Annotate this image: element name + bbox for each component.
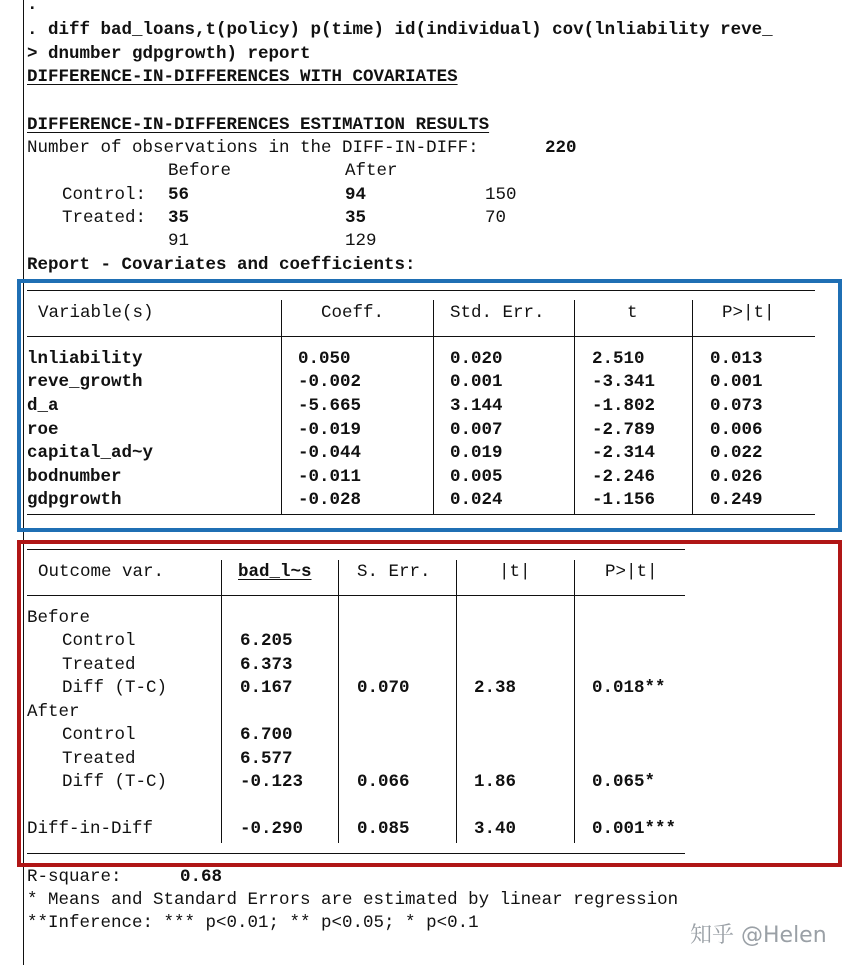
cov-row-var: reve_growth xyxy=(27,372,143,392)
command-line-2: > dnumber gdpgrowth) report xyxy=(27,44,311,64)
counts-control-label: Control: xyxy=(62,185,147,205)
cov-row-coeff: -0.019 xyxy=(298,420,362,440)
rsquare-value: 0.68 xyxy=(180,867,223,887)
cov-row-coeff: -0.002 xyxy=(298,372,362,392)
title-did-results: DIFFERENCE-IN-DIFFERENCES ESTIMATION RESULTS xyxy=(27,115,490,135)
cov-row-p: 0.249 xyxy=(710,490,763,510)
out-header-t: |t| xyxy=(499,562,531,582)
cov-row-t: -1.802 xyxy=(592,396,656,416)
report-label: Report - Covariates and coefficients: xyxy=(27,255,416,275)
watermark: 知乎 @Helen xyxy=(690,923,827,948)
out-did-p: 0.001*** xyxy=(592,819,677,839)
out-after-label: After xyxy=(27,702,80,722)
rsquare-label: R-square: xyxy=(27,867,122,887)
cov-row-p: 0.026 xyxy=(710,467,763,487)
out-after-diff-p: 0.065* xyxy=(592,772,656,792)
footnote-inference: **Inference: *** p<0.01; ** p<0.05; * p<0.1 xyxy=(27,913,479,933)
cov-row-var: capital_ad~y xyxy=(27,443,154,463)
cov-row-se: 0.019 xyxy=(450,443,503,463)
out-before-diff-value: 0.167 xyxy=(240,678,293,698)
out-after-control-label: Control xyxy=(62,725,136,745)
counts-control-before: 56 xyxy=(168,185,190,205)
cov-row-se: 0.001 xyxy=(450,372,503,392)
cov-row-t: 2.510 xyxy=(592,349,645,369)
cov-row-p: 0.001 xyxy=(710,372,763,392)
cov-row-t: -2.314 xyxy=(592,443,656,463)
cov-row-se: 0.005 xyxy=(450,467,503,487)
out-after-treated-value: 6.577 xyxy=(240,749,293,769)
cov-header-p: P>|t| xyxy=(722,303,775,323)
out-before-control-label: Control xyxy=(62,631,136,651)
nobs-label: Number of observations in the DIFF-IN-DIFF: xyxy=(27,138,479,158)
cov-row-se: 0.024 xyxy=(450,490,503,510)
counts-treated-label: Treated: xyxy=(62,208,147,228)
command-line-1: . diff bad_loans,t(policy) p(time) id(individual) cov(lnliability reve_ xyxy=(27,20,773,40)
out-before-label: Before xyxy=(27,608,91,628)
cov-row-var: roe xyxy=(27,420,59,440)
cov-row-coeff: -0.011 xyxy=(298,467,362,487)
prompt-dot: . xyxy=(27,0,38,15)
out-before-diff-p: 0.018** xyxy=(592,678,666,698)
cov-row-var: lnliability xyxy=(27,349,143,369)
cov-header-variable: Variable(s) xyxy=(38,303,154,323)
counts-header-before: Before xyxy=(168,161,232,181)
nobs-value: 220 xyxy=(545,138,577,158)
cov-row-coeff: -5.665 xyxy=(298,396,362,416)
cov-header-coeff: Coeff. xyxy=(321,303,385,323)
cov-row-t: -3.341 xyxy=(592,372,656,392)
cov-row-coeff: -0.044 xyxy=(298,443,362,463)
out-before-control-value: 6.205 xyxy=(240,631,293,651)
cov-row-p: 0.013 xyxy=(710,349,763,369)
cov-row-var: gdpgrowth xyxy=(27,490,122,510)
title-did-covariates: DIFFERENCE-IN-DIFFERENCES WITH COVARIATES xyxy=(27,67,458,87)
out-header-serr: S. Err. xyxy=(357,562,431,582)
out-header-p: P>|t| xyxy=(605,562,658,582)
counts-total-before: 91 xyxy=(168,231,190,251)
counts-treated-total: 70 xyxy=(485,208,507,228)
cov-row-t: -2.246 xyxy=(592,467,656,487)
cov-row-p: 0.022 xyxy=(710,443,763,463)
cov-row-var: bodnumber xyxy=(27,467,122,487)
out-before-treated-label: Treated xyxy=(62,655,136,675)
counts-total-after: 129 xyxy=(345,231,377,251)
cov-row-coeff: -0.028 xyxy=(298,490,362,510)
out-did-t: 3.40 xyxy=(474,819,517,839)
out-before-treated-value: 6.373 xyxy=(240,655,293,675)
out-header-outcome: Outcome var. xyxy=(38,562,165,582)
out-after-control-value: 6.700 xyxy=(240,725,293,745)
out-did-label: Diff-in-Diff xyxy=(27,819,154,839)
counts-treated-before: 35 xyxy=(168,208,190,228)
out-after-diff-se: 0.066 xyxy=(357,772,410,792)
counts-control-after: 94 xyxy=(345,185,367,205)
cov-row-t: -1.156 xyxy=(592,490,656,510)
counts-control-total: 150 xyxy=(485,185,517,205)
out-before-diff-t: 2.38 xyxy=(474,678,517,698)
cov-header-stderr: Std. Err. xyxy=(450,303,545,323)
out-header-badloans: bad_l~s xyxy=(238,562,312,582)
out-after-diff-t: 1.86 xyxy=(474,772,517,792)
out-after-diff-label: Diff (T-C) xyxy=(62,772,168,792)
cov-header-t: t xyxy=(627,303,638,323)
cov-row-var: d_a xyxy=(27,396,59,416)
cov-row-p: 0.073 xyxy=(710,396,763,416)
out-did-value: -0.290 xyxy=(240,819,304,839)
cov-row-se: 3.144 xyxy=(450,396,503,416)
footnote-means: * Means and Standard Errors are estimated by linear regression xyxy=(27,890,679,910)
cov-row-se: 0.020 xyxy=(450,349,503,369)
cov-row-se: 0.007 xyxy=(450,420,503,440)
out-before-diff-se: 0.070 xyxy=(357,678,410,698)
out-after-treated-label: Treated xyxy=(62,749,136,769)
out-did-se: 0.085 xyxy=(357,819,410,839)
cov-row-coeff: 0.050 xyxy=(298,349,351,369)
counts-treated-after: 35 xyxy=(345,208,367,228)
counts-header-after: After xyxy=(345,161,398,181)
out-before-diff-label: Diff (T-C) xyxy=(62,678,168,698)
out-after-diff-value: -0.123 xyxy=(240,772,304,792)
cov-row-t: -2.789 xyxy=(592,420,656,440)
cov-row-p: 0.006 xyxy=(710,420,763,440)
